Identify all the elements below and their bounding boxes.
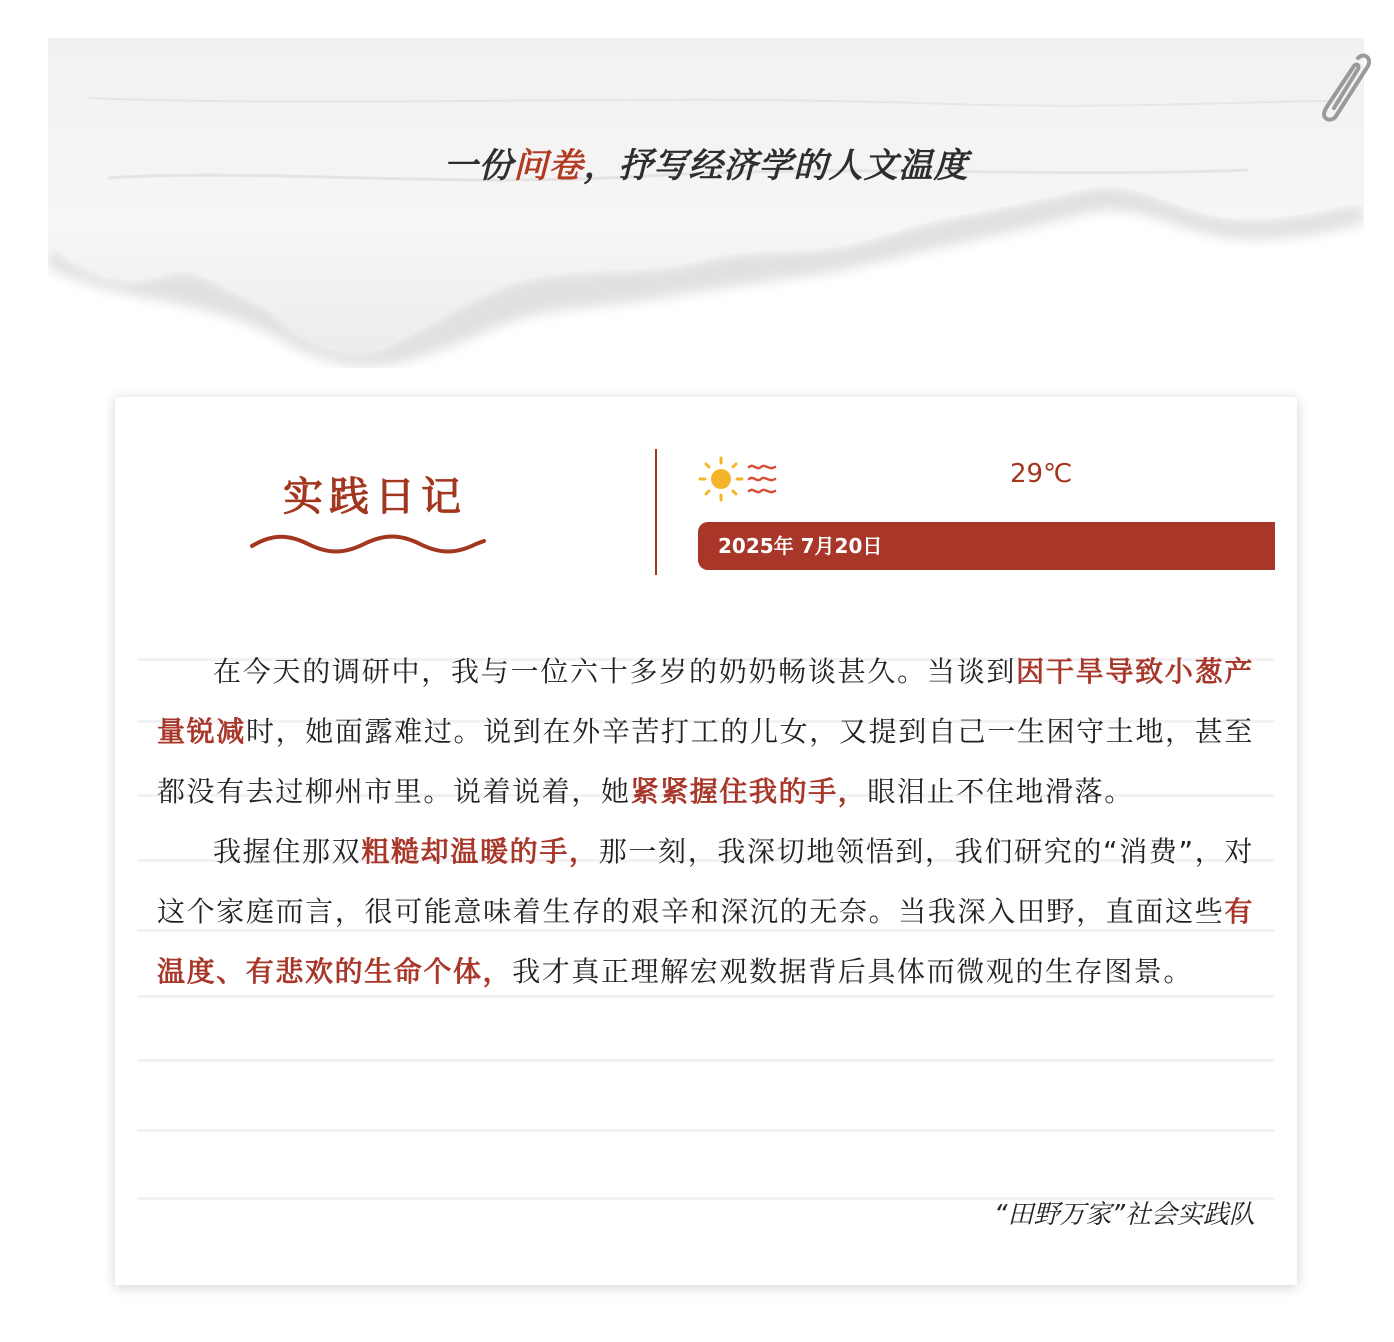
header-divider xyxy=(655,449,657,575)
ruled-line xyxy=(137,1059,1275,1062)
paperclip-icon xyxy=(1314,48,1374,128)
diary-card xyxy=(115,397,1297,1285)
header-title: 一份问卷，抒写经济学的人文温度 xyxy=(443,146,969,186)
highlight-text: 粗糙却温暖的手， xyxy=(361,835,599,868)
sun-heat-icon xyxy=(697,455,781,503)
highlight-text: 有温度、有悲欢的生命个体， xyxy=(157,895,1254,988)
torn-paper-header xyxy=(48,38,1364,368)
torn-paper-background xyxy=(48,38,1364,368)
signature: “田野万家”社会实践队 xyxy=(994,1200,1255,1230)
ruled-line xyxy=(137,1129,1275,1132)
diary-title: 实践日记 xyxy=(283,474,467,520)
header-title-accent: 问卷 xyxy=(513,146,584,186)
temperature: 29℃ xyxy=(1010,459,1073,489)
diary-body xyxy=(157,642,1254,1002)
highlight-text: 因干旱导致小葱产量锐减 xyxy=(157,655,1254,748)
wave-decoration xyxy=(250,534,486,556)
paragraph-2: 我握住那双粗糙却温暖的手，那一刻，我深切地领悟到，我们研究的“消费”，对这个家庭而言，很可能意味着生存的艰辛和深沉的无奈。当我深入田野，直面这些有温度、有悲欢的生命个体，我才真正理解宏观数据背后具体而微观的生存图景。 xyxy=(157,835,1254,988)
highlight-text: 紧紧握住我的手， xyxy=(630,775,868,808)
paragraph-1: 在今天的调研中，我与一位六十多岁的奶奶畅谈甚久。当谈到因干旱导致小葱产量锐减时，她面露难过。说到在外辛苦打工的儿女，又提到自己一生困守土地，甚至都没有去过柳州市里。说着说着，她紧紧握住我的手，眼泪止不住地滑落。 xyxy=(157,655,1254,808)
date-bar: 2025年 7月20日 xyxy=(698,522,1275,570)
